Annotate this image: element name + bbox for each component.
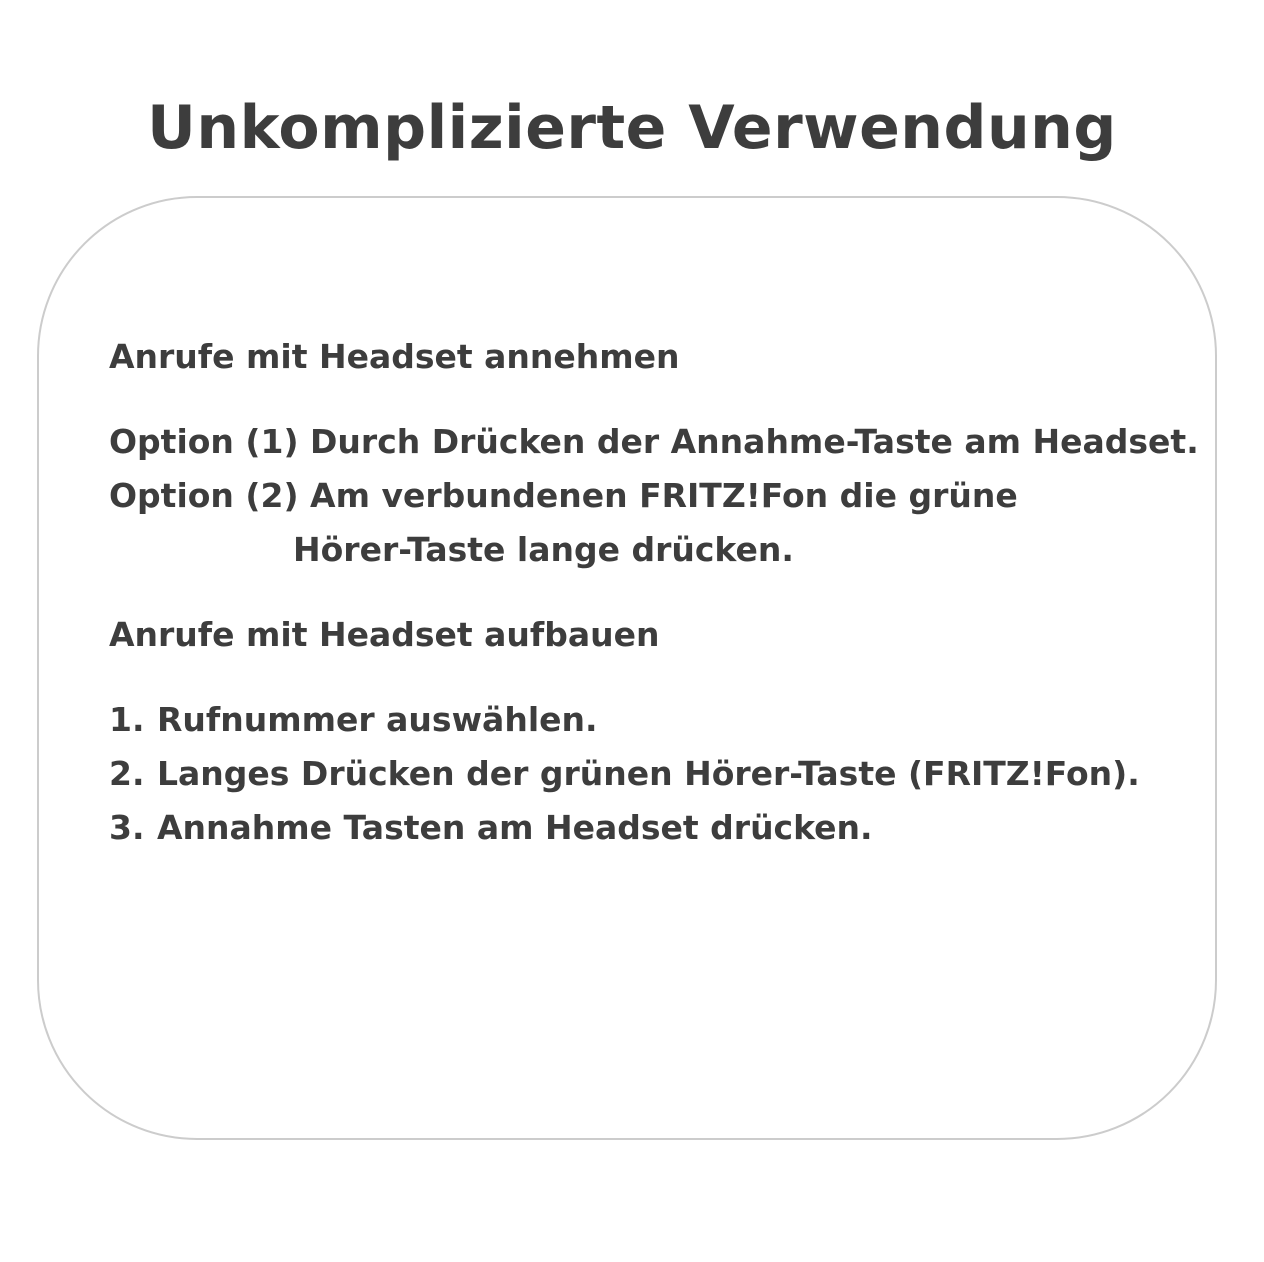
list-item-number: 2.: [109, 754, 145, 793]
list-item-text: Rufnummer auswählen.: [157, 700, 598, 739]
list-item: [109, 801, 1189, 855]
spacer: [109, 658, 1189, 693]
list-item-text: Langes Drücken der grünen Hörer-Taste (FRITZ!Fon).: [157, 754, 1140, 793]
make-calls-heading: Anrufe mit Headset aufbauen: [109, 615, 660, 654]
spacer: [109, 380, 1189, 415]
answer-option-2-continued: Hörer-Taste lange drücken.: [293, 530, 794, 569]
card-content: [109, 334, 1199, 855]
answer-calls-heading: Anrufe mit Headset annehmen: [109, 337, 680, 376]
answer-option-1: Option (1) Durch Drücken der Annahme-Taste am Headset.: [109, 422, 1199, 461]
list-item-text: Annahme Tasten am Headset drücken.: [157, 808, 873, 847]
list-item: [109, 693, 1189, 747]
page-title: Unkomplizierte Verwendung: [147, 93, 1117, 163]
list-item: [109, 747, 1189, 801]
list-item-number: 3.: [109, 808, 145, 847]
spacer: [109, 577, 1189, 612]
list-item-number: 1.: [109, 700, 145, 739]
answer-option-2: Option (2) Am verbundenen FRITZ!Fon die grüne: [109, 476, 1018, 515]
